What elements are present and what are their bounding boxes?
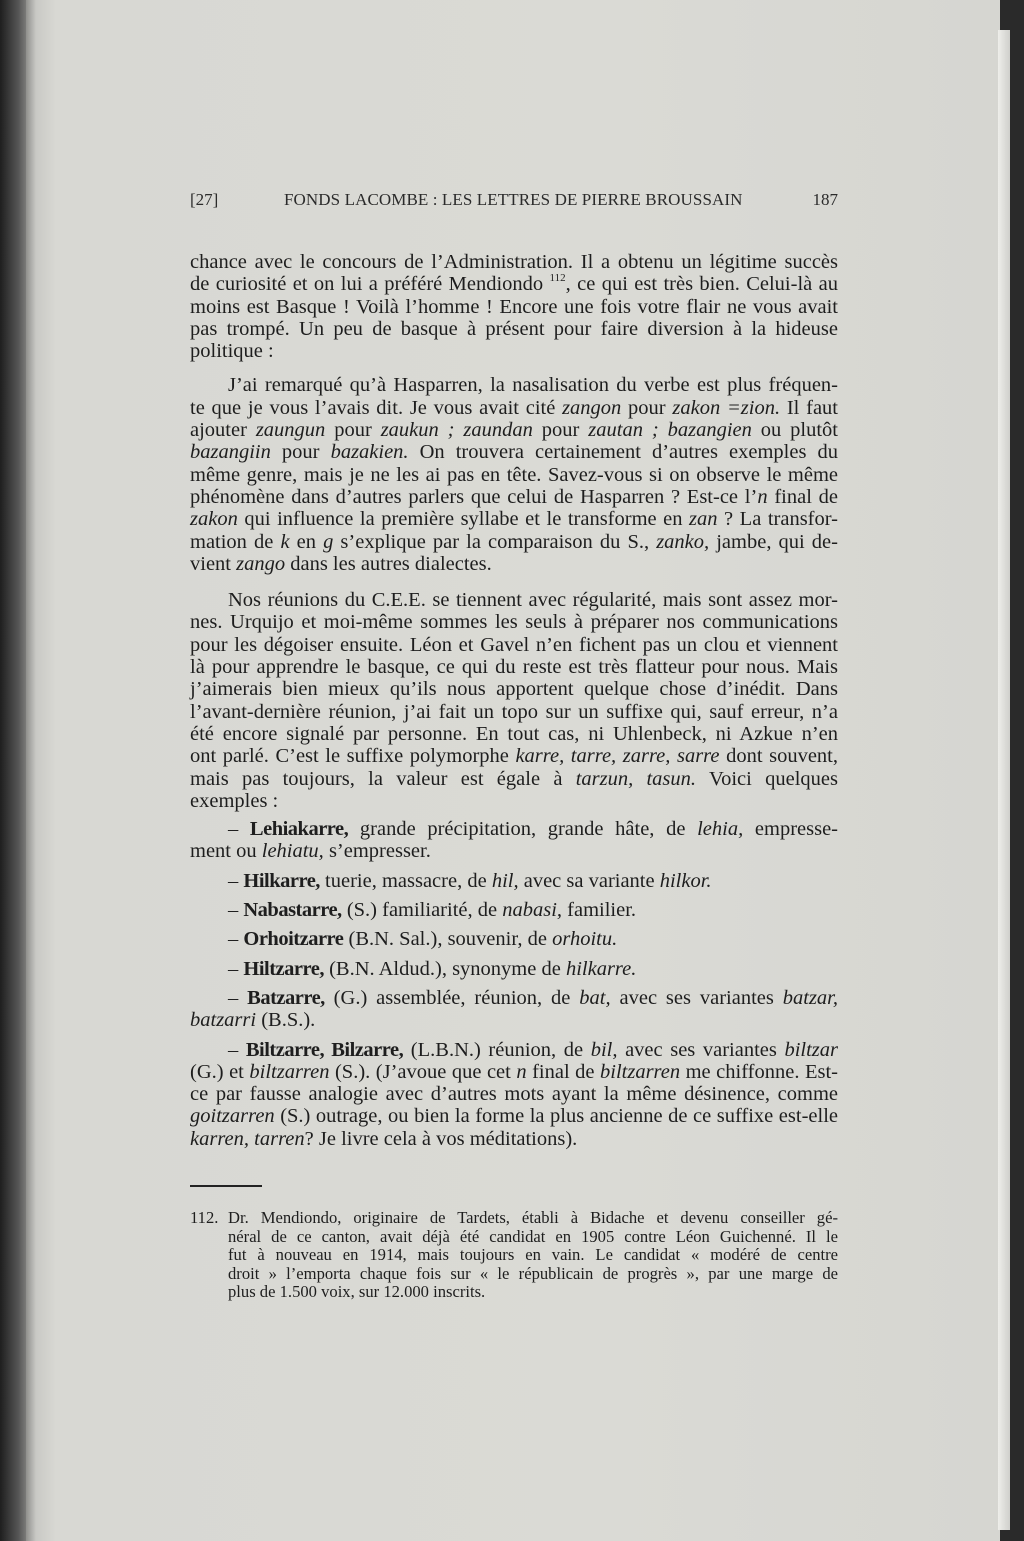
text-run: – <box>228 1038 246 1061</box>
text-line <box>190 899 838 921</box>
text-run: Il faut <box>780 396 838 419</box>
text-run: chance avec le concours de l’Administration. Il a obtenu un légitime succès <box>190 251 838 273</box>
italic-term: n <box>516 1060 527 1083</box>
text-run: là pour apprendre le basque, ce qui du reste est très flatteur pour nous. Mais <box>190 656 838 679</box>
italic-term: zaukun ; zaundan <box>380 419 533 442</box>
italic-term: zan <box>689 508 718 531</box>
text-line <box>190 531 838 553</box>
italic-term: g <box>323 530 334 553</box>
text-run: familier. <box>562 899 637 922</box>
italic-term: lehiatu, <box>261 840 324 863</box>
text-line <box>190 678 838 700</box>
text-run: (L.B.N.) réunion, de <box>403 1038 591 1061</box>
text-run: empresse- <box>743 818 838 841</box>
text-run: ce par fausse analogie avec d’autres mots ayant la même désinence, comme <box>190 1083 838 1106</box>
text-run: mation de <box>190 530 281 553</box>
paragraph <box>190 870 838 892</box>
text-line <box>190 840 838 862</box>
paragraph <box>190 987 838 1032</box>
text-run: Nos réunions du C.E.E. se tiennent avec régularité, mais sont assez mor- <box>228 589 838 612</box>
running-title: FONDS LACOMBE : LES LETTRES DE PIERRE BROUSSAIN <box>284 190 743 209</box>
text-line <box>190 1061 838 1083</box>
text-run: avec ses variantes <box>617 1038 785 1061</box>
text-line <box>190 1128 838 1150</box>
text-run: – <box>228 986 248 1009</box>
text-run: , ce qui est très bien. Celui-là au <box>565 273 838 296</box>
text-run: Dr. Mendiondo, originaire de Tardets, établi à Bidache et devenu conseiller gé- <box>228 1208 838 1227</box>
italic-term: hilkarre. <box>565 957 637 980</box>
italic-term: zanko, <box>656 530 710 553</box>
headword: Biltzarre, Bilzarre, <box>245 1038 404 1061</box>
text-line <box>190 273 838 295</box>
italic-term: zangon <box>562 396 622 419</box>
text-run: dans les autres dialectes. <box>285 552 492 575</box>
paragraph <box>190 818 838 863</box>
italic-term: hil, <box>491 869 519 892</box>
footnote <box>190 1209 838 1302</box>
headword: Hiltzarre, <box>243 957 324 980</box>
italic-term: nabasi, <box>502 899 563 922</box>
text-line <box>190 464 838 486</box>
text-run: (B.N. Sal.), souvenir, de <box>343 928 553 951</box>
italic-term: bil, <box>590 1038 618 1061</box>
italic-term: bat, <box>579 986 611 1009</box>
page-number: 187 <box>812 190 838 209</box>
text-line <box>190 987 838 1009</box>
text-line <box>190 1039 838 1061</box>
text-run: pas trompé. Un peu de basque à présent pour faire diversion à la hideuse <box>190 317 838 340</box>
text-run: (G.) assemblée, réunion, de <box>324 986 580 1009</box>
paragraph <box>190 1039 838 1150</box>
text-run: droit » l’emporta chaque fois sur « le républicain de progrès », par une marge de <box>228 1263 838 1283</box>
text-run: – <box>228 899 244 922</box>
text-run: te que je vous l’avais dit. Je vous avait cité <box>190 396 563 419</box>
text-run: pour <box>325 419 381 442</box>
text-run: avec ses variantes <box>610 986 783 1009</box>
text-run: l’avant-dernière réunion, j’ai fait un topo sur un suffixe qui, sauf erreur, n’a <box>190 700 838 723</box>
text-run: ? Je livre cela à vos méditations). <box>304 1127 578 1150</box>
text-run: été encore signalé par personne. En tout cas, ni Uhlenbeck, ni Azkue n’en <box>190 722 838 745</box>
text-run: moins est Basque ! Voilà l’homme ! Encore une fois votre flair ne vous avait <box>190 295 838 318</box>
text-line <box>190 340 838 362</box>
text-run: de curiosité et on lui a préféré Mendiondo <box>190 273 550 296</box>
italic-term: bazakien. <box>330 441 409 464</box>
paragraph <box>190 374 838 575</box>
text-run: ajouter <box>190 419 256 442</box>
text-line <box>190 296 838 318</box>
text-run: grande précipitation, grande hâte, de <box>348 818 698 841</box>
text-run: s’empresser. <box>323 840 431 863</box>
page-edge <box>998 30 1010 1530</box>
text-run: final de <box>526 1060 600 1083</box>
italic-term: batzarri <box>190 1009 257 1032</box>
text-run: – <box>228 818 250 841</box>
text-line <box>190 928 838 950</box>
italic-term: bazangiin <box>190 441 271 464</box>
text-run: final de <box>767 485 838 508</box>
text-line <box>190 486 838 508</box>
italic-term: zakon <box>190 508 238 531</box>
text-line <box>190 1009 838 1031</box>
footnote-separator <box>190 1185 262 1187</box>
text-run: ment ou <box>190 840 262 863</box>
text-line <box>190 1228 838 1247</box>
book-spine <box>0 0 26 1541</box>
text-line <box>190 318 838 340</box>
text-run: J’ai remarqué qu’à Hasparren, la nasalisation du verbe est plus fréquen- <box>228 374 838 397</box>
text-run: Voici quelques <box>696 767 838 790</box>
text-line <box>190 701 838 723</box>
italic-term: zaungun <box>255 419 326 442</box>
italic-term: zautan ; bazangien <box>588 419 752 442</box>
italic-term: karre, tarre, zarre, sarre <box>515 745 720 768</box>
paragraph <box>190 928 838 950</box>
text-line <box>190 634 838 656</box>
text-run: pour <box>621 396 673 419</box>
text-line <box>190 656 838 678</box>
text-line <box>190 589 838 611</box>
text-run: On trouvera certainement d’autres exemples du <box>408 441 838 464</box>
text-run: (G.) et <box>190 1060 250 1083</box>
headword: Nabastarre, <box>243 899 342 922</box>
paragraph <box>190 251 838 362</box>
headword: Hilkarre, <box>243 869 320 892</box>
text-line <box>190 1283 838 1302</box>
text-line <box>190 790 838 812</box>
text-run: même genre, mais je ne les ai pas en tête. Savez-vous si on observe le même <box>190 463 838 486</box>
text-line <box>190 745 838 767</box>
italic-term: biltzarren <box>249 1060 330 1083</box>
paragraph <box>190 958 838 980</box>
text-run: j’aimerais bien mieux qu’ils nous apportent quelque chose d’inédit. Dans <box>190 678 838 701</box>
text-run: me chiffonne. Est- <box>680 1060 838 1083</box>
footnote-number: 112. <box>190 1208 219 1227</box>
text-run: exemples : <box>190 789 279 812</box>
text-line <box>190 818 838 840</box>
text-line <box>190 870 838 892</box>
running-header <box>190 190 838 216</box>
italic-term: tarzun, tasun. <box>575 767 697 790</box>
italic-term: karren, tarren <box>190 1127 305 1150</box>
footnote-reference[interactable]: 112 <box>549 272 566 285</box>
text-line <box>190 508 838 530</box>
text-line <box>190 1265 838 1284</box>
text-run: plus de 1.500 voix, sur 12.000 inscrits. <box>228 1282 486 1302</box>
text-line <box>190 1105 838 1127</box>
text-run: fut à nouveau en 1914, mais toujours en vain. Le candidat « modéré de centre <box>228 1245 838 1265</box>
text-run: dont souvent, <box>719 745 838 768</box>
text-run: en <box>289 530 324 553</box>
text-run: pour <box>532 419 589 442</box>
italic-term: k <box>280 530 290 553</box>
text-line <box>190 251 838 273</box>
text-line <box>190 441 838 463</box>
text-line <box>190 958 838 980</box>
text-run: – <box>228 957 244 980</box>
text-run: pour les dégoiser ensuite. Léon et Gavel n’en fichent pas un clou et viennent <box>190 633 838 656</box>
paragraph <box>190 589 838 812</box>
italic-term: zango <box>236 552 286 575</box>
text-run: (S.). (J’avoue que cet <box>329 1060 517 1083</box>
paragraph <box>190 899 838 921</box>
text-run: jambe, qui de- <box>709 530 838 553</box>
text-line <box>190 611 838 633</box>
italic-term: biltzar <box>784 1038 838 1061</box>
text-run: s’explique par la comparaison du S., <box>333 530 657 553</box>
text-run: qui influence la première syllabe et le transforme en <box>237 508 690 531</box>
text-line <box>190 419 838 441</box>
text-run: vient <box>190 552 237 575</box>
text-run: tuerie, massacre, de <box>319 869 492 892</box>
italic-term: n <box>757 485 768 508</box>
text-run: phénomène dans d’autres parlers que celui de Hasparren ? Est-ce l’ <box>190 485 758 508</box>
italic-term: hilkor. <box>659 869 712 892</box>
italic-term: goitzarren <box>190 1105 275 1128</box>
text-line <box>190 768 838 790</box>
italic-term: lehia, <box>697 818 744 841</box>
text-run: ? La transfor- <box>717 508 838 531</box>
text-run: (S.) outrage, ou bien la forme la plus ancienne de ce suffixe est-elle <box>274 1105 838 1128</box>
body-text <box>190 251 838 1150</box>
text-line <box>190 723 838 745</box>
text-run: (B.N. Aldud.), synonyme de <box>323 957 566 980</box>
headword: Lehiakarre, <box>249 818 349 841</box>
text-run: – <box>228 928 244 951</box>
text-run: nes. Urquijo et moi-même sommes les seuls à préparer nos communications <box>190 611 838 634</box>
text-line <box>190 553 838 575</box>
text-line <box>190 1209 838 1228</box>
text-run: avec sa variante <box>518 869 660 892</box>
text-run: pour <box>270 441 331 464</box>
headword: Batzarre, <box>247 986 325 1009</box>
text-run: (S.) familiarité, de <box>341 899 503 922</box>
text-line <box>190 1246 838 1265</box>
text-run: – <box>228 869 244 892</box>
italic-term: batzar, <box>782 986 839 1009</box>
text-run: (B.S.). <box>256 1009 316 1032</box>
text-line <box>190 1083 838 1105</box>
text-line <box>190 374 838 396</box>
headword: Orhoitzarre <box>243 928 344 951</box>
text-line <box>190 397 838 419</box>
italic-term: orhoitu. <box>552 928 618 951</box>
text-run: ou plutôt <box>751 419 839 442</box>
italic-term: biltzarren <box>600 1060 681 1083</box>
section-number: [27] <box>190 190 219 209</box>
text-run: politique : <box>190 340 274 363</box>
text-run: néral de ce canton, avait déjà été candidat en 1905 contre Léon Guichenné. Il le <box>228 1226 838 1246</box>
italic-term: zakon =zion. <box>672 396 781 419</box>
text-run: mais pas toujours, la valeur est égale à <box>190 767 576 790</box>
text-run: ont parlé. C’est le suffixe polymorphe <box>190 745 516 768</box>
